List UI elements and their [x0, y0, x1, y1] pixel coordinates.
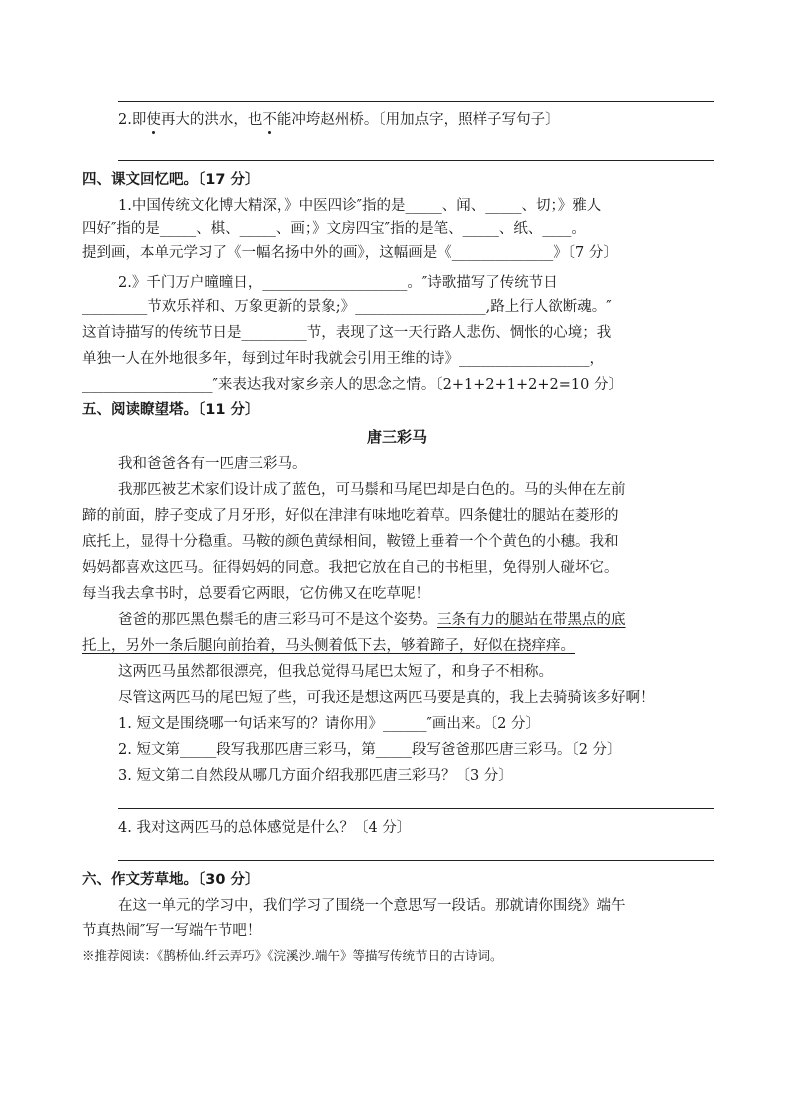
passage-title: 唐三彩马: [366, 428, 427, 446]
q1-text: 1. 短文是围绕哪一句话来写的？请你用》: [118, 716, 383, 732]
sec4-line-8: __________________″来表达我对家乡亲人的思念之情。〔2+1+2+1+2+2=10 分〕: [82, 377, 623, 393]
answer-line: [118, 860, 714, 861]
passage-p3-line-1: [118, 610, 626, 630]
underlined-sentence-part-2: 托上，另外一条后腿向前抬着，马头侧着低下去，够着蹄子，好似在挠痒痒。: [82, 638, 575, 654]
sec4-line-5: _________节欢乐祥和、万象更新的景象;》__________________,路上行人欲断魂。″: [82, 299, 612, 315]
passage-p2-line-3: 底托上，显得十分稳重。马鞍的颜色黄绿相间，鞍镫上垂着一个个黄色的小穗。我和: [82, 534, 619, 550]
question-2: 2. 短文第_____段写我那匹唐三彩马，第_____段写爸爸那匹唐三彩马。〔2 分〕: [118, 742, 622, 758]
p3-text: 爸爸的那匹黑色鬃毛的唐三彩马可不是这个姿势。: [118, 612, 437, 628]
section-4-heading: 四、课文回忆吧。〔17 分〕: [82, 172, 260, 188]
dotted-char-shi: 使: [146, 112, 161, 128]
q2-text-c: 再大的洪水，也: [160, 112, 263, 128]
essay-prompt-line-1: 在这一单元的学习中，我们学习了围绕一个意思写一段话。那就请你围绕》端午: [118, 898, 626, 914]
q1-score: ″画出来。〔2 分〕: [426, 716, 540, 732]
underlined-sentence-part-1: 三条有力的腿站在带黑点的底: [437, 612, 626, 628]
q2-text-e: 能冲垮赵州桥。〔用加点字，照样子写句子〕: [276, 112, 560, 128]
sec4-line-3: 提到画，本单元学习了《一幅名扬中外的画》，这幅画是《______________》〔7 分〕: [82, 245, 618, 261]
question-3: 3. 短文第二自然段从哪几方面介绍我那匹唐三彩马？〔3 分〕: [118, 768, 513, 784]
passage-p2-line-1: 我那匹被艺术家们设计成了蓝色，可马鬃和马尾巴却是白色的。马的头伸在左前: [118, 482, 626, 498]
passage-paragraph-5: 尽管这两匹马的尾巴短了些，可我还是想这两匹马要是真的，我上去骑骑该多好啊！: [118, 690, 655, 706]
passage-p2-line-5: 每当我去拿书时，总要看它两眼，它仿佛又在吃草呢！: [82, 586, 430, 602]
section-6-heading: 六、作文芳草地。〔30 分〕: [82, 872, 260, 888]
answer-line: [118, 101, 714, 102]
sec4-line-1: 1.中国传统文化博大精深，》中医四诊″指的是_____、闻、_____、切；》雅人: [118, 198, 602, 214]
question-4: 4. 我对这两匹马的总体感觉是什么？〔4 分〕: [118, 820, 412, 836]
sec4-line-2: 四好″指的是_____、棋、_____、画；》文房四宝″指的是笔、_____、纸、____。: [82, 221, 586, 237]
recommended-reading-note: ※推荐阅读：《鹊桥仙.纤云弄巧》《浣溪沙.端午》等描写传统节日的古诗词。: [82, 948, 503, 963]
question-2-line: [118, 110, 560, 130]
essay-prompt-line-2: 节真热闹″写一写端午节吧！: [82, 923, 262, 939]
question-1: [118, 714, 540, 734]
answer-line: [118, 160, 714, 161]
sec4-line-7: 单独一人在外地很多年，每到过年时我就会引用王维的诗》__________________，: [82, 351, 604, 367]
dotted-char-bu: 不: [262, 112, 277, 128]
q2-text-a: 2.即: [118, 112, 147, 128]
answer-line: [118, 808, 714, 809]
wavy-line-mark: ______: [382, 716, 427, 732]
sec4-line-6: 这首诗描写的传统节日是_________节，表现了这一天行路人悲伤、惆怅的心境；我: [82, 325, 612, 341]
passage-p2-line-2: 蹄的前面，脖子变成了月牙形，好似在津津有味地吃着草。四条健壮的腿站在菱形的: [82, 508, 619, 524]
passage-paragraph-1: 我和爸爸各有一匹唐三彩马。: [118, 456, 307, 472]
sec4-line-4: 2.》千门万户曈曈日，____________________。″诗歌描写了传统节日: [118, 275, 558, 291]
passage-paragraph-4: 这两匹马虽然都很漂亮，但我总觉得马尾巴太短了，和身子不相称。: [118, 664, 553, 680]
passage-p2-line-4: 妈妈都喜欢这匹马。征得妈妈的同意。我把它放在自己的书柜里，免得别人碰坏它。: [82, 560, 619, 576]
section-5-heading: 五、阅读瞭望塔。〔11 分〕: [82, 402, 260, 418]
